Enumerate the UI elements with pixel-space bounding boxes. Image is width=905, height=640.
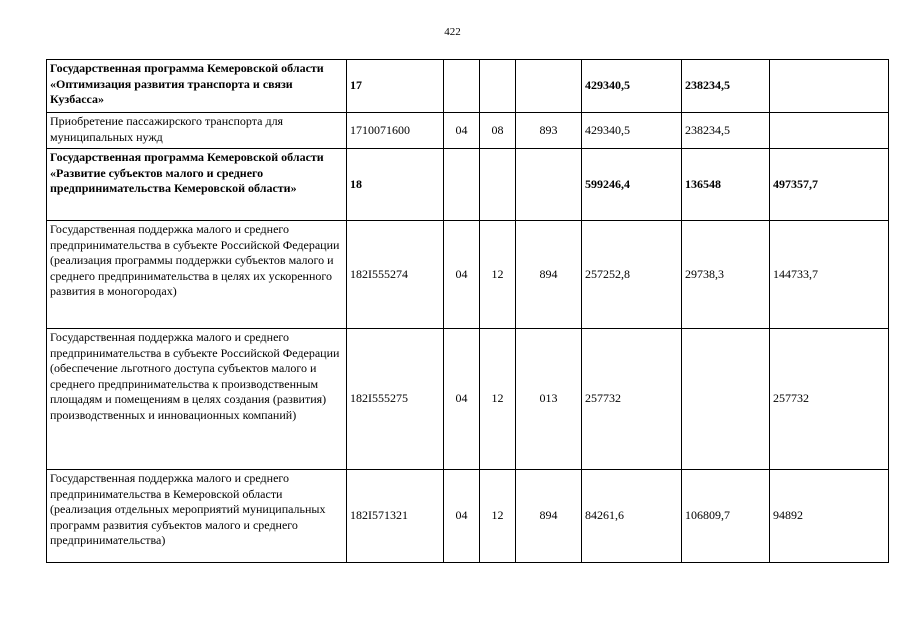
table-row (47, 221, 889, 329)
expense-type-cell: 013 (516, 329, 582, 470)
amount-2-cell: 238234,5 (682, 113, 770, 149)
amount-3-cell: 497357,7 (770, 149, 889, 221)
table-row (47, 113, 889, 149)
amount-3-cell (770, 60, 889, 113)
table-row (47, 60, 889, 113)
expense-type-cell: 894 (516, 221, 582, 329)
section-cell (444, 60, 480, 113)
subsection-cell (480, 149, 516, 221)
row-name-cell: Государственная программа Кемеровской области «Развитие субъектов малого и среднего предпринимательства Кемеровской области» (47, 149, 347, 221)
table-row (47, 329, 889, 470)
subsection-cell (480, 60, 516, 113)
amount-3-cell: 144733,7 (770, 221, 889, 329)
section-cell (444, 149, 480, 221)
section-cell: 04 (444, 113, 480, 149)
subsection-cell: 12 (480, 221, 516, 329)
table-row (47, 149, 889, 221)
section-cell: 04 (444, 221, 480, 329)
row-name-cell: Государственная поддержка малого и среднего предпринимательства в субъекте Российской Федерации (реализация программы поддержки субъектов малого и среднего предпринимательства в целях их ускоренного развития в моногородах) (47, 221, 347, 329)
amount-1-cell: 257252,8 (582, 221, 682, 329)
expense-type-cell (516, 149, 582, 221)
subsection-cell: 12 (480, 470, 516, 563)
expense-type-cell: 893 (516, 113, 582, 149)
table-body (47, 60, 889, 563)
amount-3-cell (770, 113, 889, 149)
budget-table (46, 59, 889, 563)
amount-2-cell: 106809,7 (682, 470, 770, 563)
subsection-cell: 12 (480, 329, 516, 470)
expense-type-cell: 894 (516, 470, 582, 563)
amount-3-cell: 257732 (770, 329, 889, 470)
section-cell: 04 (444, 470, 480, 563)
amount-2-cell (682, 329, 770, 470)
table-row (47, 470, 889, 563)
target-code-cell: 18 (347, 149, 444, 221)
amount-3-cell: 94892 (770, 470, 889, 563)
amount-1-cell: 257732 (582, 329, 682, 470)
amount-2-cell: 29738,3 (682, 221, 770, 329)
subsection-cell: 08 (480, 113, 516, 149)
amount-2-cell: 136548 (682, 149, 770, 221)
page-number: 422 (444, 26, 461, 38)
amount-1-cell: 429340,5 (582, 113, 682, 149)
expense-type-cell (516, 60, 582, 113)
row-name-cell: Государственная поддержка малого и среднего предпринимательства в субъекте Российской Федерации (обеспечение льготного доступа субъектов малого и среднего предпринимательства к производственным площадям и помещениям в целях создания (развития) производственных и инновационных компаний) (47, 329, 347, 470)
amount-1-cell: 84261,6 (582, 470, 682, 563)
target-code-cell: 182I555275 (347, 329, 444, 470)
row-name-cell: Государственная поддержка малого и среднего предпринимательства в Кемеровской области (реализация отдельных мероприятий муниципальных программ развития субъектов малого и среднего предпринимательства) (47, 470, 347, 563)
row-name-cell: Приобретение пассажирского транспорта для муниципальных нужд (47, 113, 347, 149)
section-cell: 04 (444, 329, 480, 470)
target-code-cell: 1710071600 (347, 113, 444, 149)
amount-1-cell: 599246,4 (582, 149, 682, 221)
row-name-cell: Государственная программа Кемеровской области «Оптимизация развития транспорта и связи Кузбасса» (47, 60, 347, 113)
target-code-cell: 17 (347, 60, 444, 113)
target-code-cell: 182I571321 (347, 470, 444, 563)
target-code-cell: 182I555274 (347, 221, 444, 329)
amount-1-cell: 429340,5 (582, 60, 682, 113)
amount-2-cell: 238234,5 (682, 60, 770, 113)
